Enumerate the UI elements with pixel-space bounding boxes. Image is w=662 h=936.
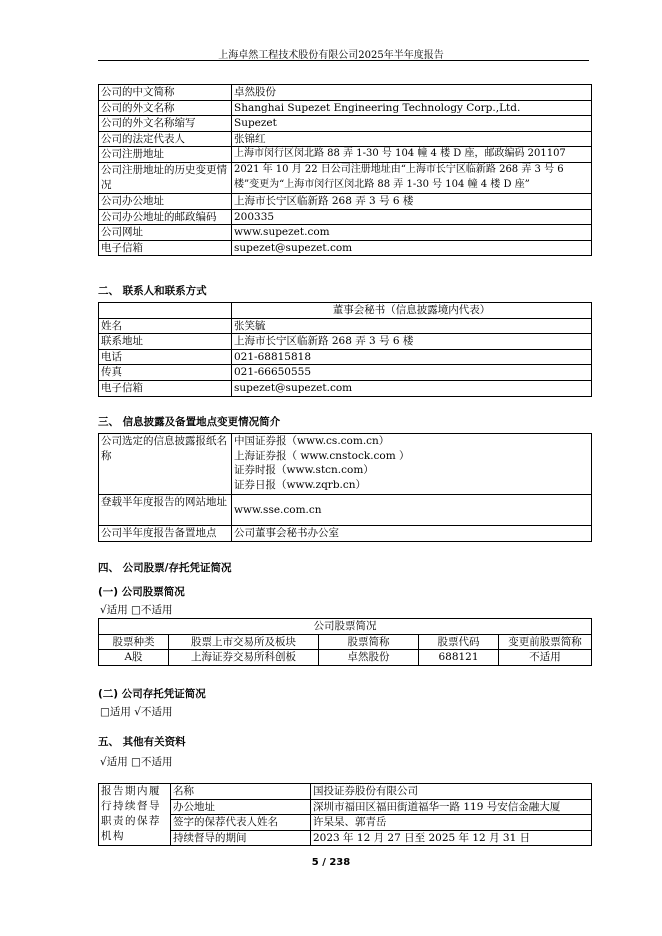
table-row: 公司半年度报告备置地点 公司董事会秘书办公室 (99, 526, 592, 542)
table-row: 董事会秘书（信息披露境内代表） (99, 303, 592, 319)
table-row: 姓名 张笑毓 (99, 318, 592, 334)
sponsor-table (98, 783, 592, 846)
applicability-check: □适用 √不适用 (100, 706, 173, 718)
newspaper-item: 上海证券报（ www.cnstock.com ） (234, 449, 410, 462)
section-title: 三、 信息披露及备置地点变更情况简介 (98, 416, 281, 428)
page-number: 5 / 238 (311, 857, 351, 868)
applicability-check: √适用 □不适用 (100, 756, 173, 768)
table-row: 传真 021-66650555 (99, 365, 592, 381)
subsection-title: (二) 公司存托凭证简况 (98, 688, 206, 700)
table-row: 公司的外文名称缩写 Supezet (99, 116, 592, 132)
table-row: 公司注册地址的历史变更情况 2021 年 10 月 22 日公司注册地址由“上海市长宁区临新路 268 弄 3 号 6 楼”变更为“上海市闵行区闵北路 88 弄 1-30 号 104 幢 4 楼 D 座” (99, 162, 592, 193)
disclosure-table (98, 433, 592, 542)
table-row: 报告期内履行持续督导职责的保荐机构 名称 国投证券股份有限公司 (99, 784, 592, 800)
stock-table (98, 618, 592, 666)
newspaper-item: 中国证券报（www.cs.com.cn） (234, 435, 390, 447)
table-row: 公司股票简况 (99, 619, 592, 635)
table-row: 公司选定的信息披露报纸名称 中国证券报（www.cs.com.cn） 上海证券报（ www.cnstock.com ） 证券时报（www.stcn.com） 证券日报（www.zqrb.cn） (99, 434, 592, 495)
applicability-check: √适用 □不适用 (100, 604, 173, 616)
page-header: 上海卓然工程技术股份有限公司2025年半年度报告 (218, 50, 444, 61)
section-title: 二、 联系人和联系方式 (98, 285, 207, 297)
table-row: 联系地址 上海市长宁区临新路 268 弄 3 号 6 楼 (99, 334, 592, 350)
table-row: 电话 021-68815818 (99, 349, 592, 365)
table-row: 公司注册地址 上海市闵行区闵北路 88 弄 1-30 号 104 幢 4 楼 D 座，邮政编码 201107 (99, 147, 592, 163)
table-row: 公司的法定代表人 张锦红 (99, 131, 592, 147)
table-row: 持续督导的期间 2023 年 12 月 27 日至 2025 年 12 月 31 日 (99, 830, 592, 846)
company-info-table (98, 84, 592, 256)
table-row: 电子信箱 supezet@supezet.com (99, 240, 592, 256)
table-row: 公司网址 www.supezet.com (99, 225, 592, 241)
table-row: 登载半年度报告的网站地址 www.sse.com.cn (99, 495, 592, 526)
newspaper-item: 证券日报（www.zqrb.cn） (234, 478, 367, 491)
table-row: 签字的保荐代表人姓名 许杲杲、郭青岳 (99, 815, 592, 831)
header-divider (98, 60, 589, 61)
table-row: 公司办公地址的邮政编码 200335 (99, 209, 592, 225)
table-row: 电子信箱 supezet@supezet.com (99, 380, 592, 396)
table-row: 办公地址 深圳市福田区福田街道福华一路 119 号安信金融大厦 (99, 799, 592, 815)
table-row: 公司的中文简称 卓然股份 (99, 85, 592, 101)
section-title: 四、 公司股票/存托凭证简况 (98, 562, 232, 574)
newspaper-item: 证券时报（www.stcn.com） (234, 464, 374, 477)
section-title: 五、 其他有关资料 (98, 736, 186, 748)
table-row: 股票种类 股票上市交易所及板块 股票简称 股票代码 变更前股票简称 (99, 634, 592, 650)
table-row: 公司的外文名称 Shanghai Supezet Engineering Technology Corp.,Ltd. (99, 100, 592, 116)
subsection-title: (一) 公司股票简况 (98, 586, 185, 598)
table-row: A股 上海证券交易所科创板 卓然股份 688121 不适用 (99, 650, 592, 666)
table-row: 公司办公地址 上海市长宁区临新路 268 弄 3 号 6 楼 (99, 193, 592, 209)
contact-table (98, 302, 592, 397)
